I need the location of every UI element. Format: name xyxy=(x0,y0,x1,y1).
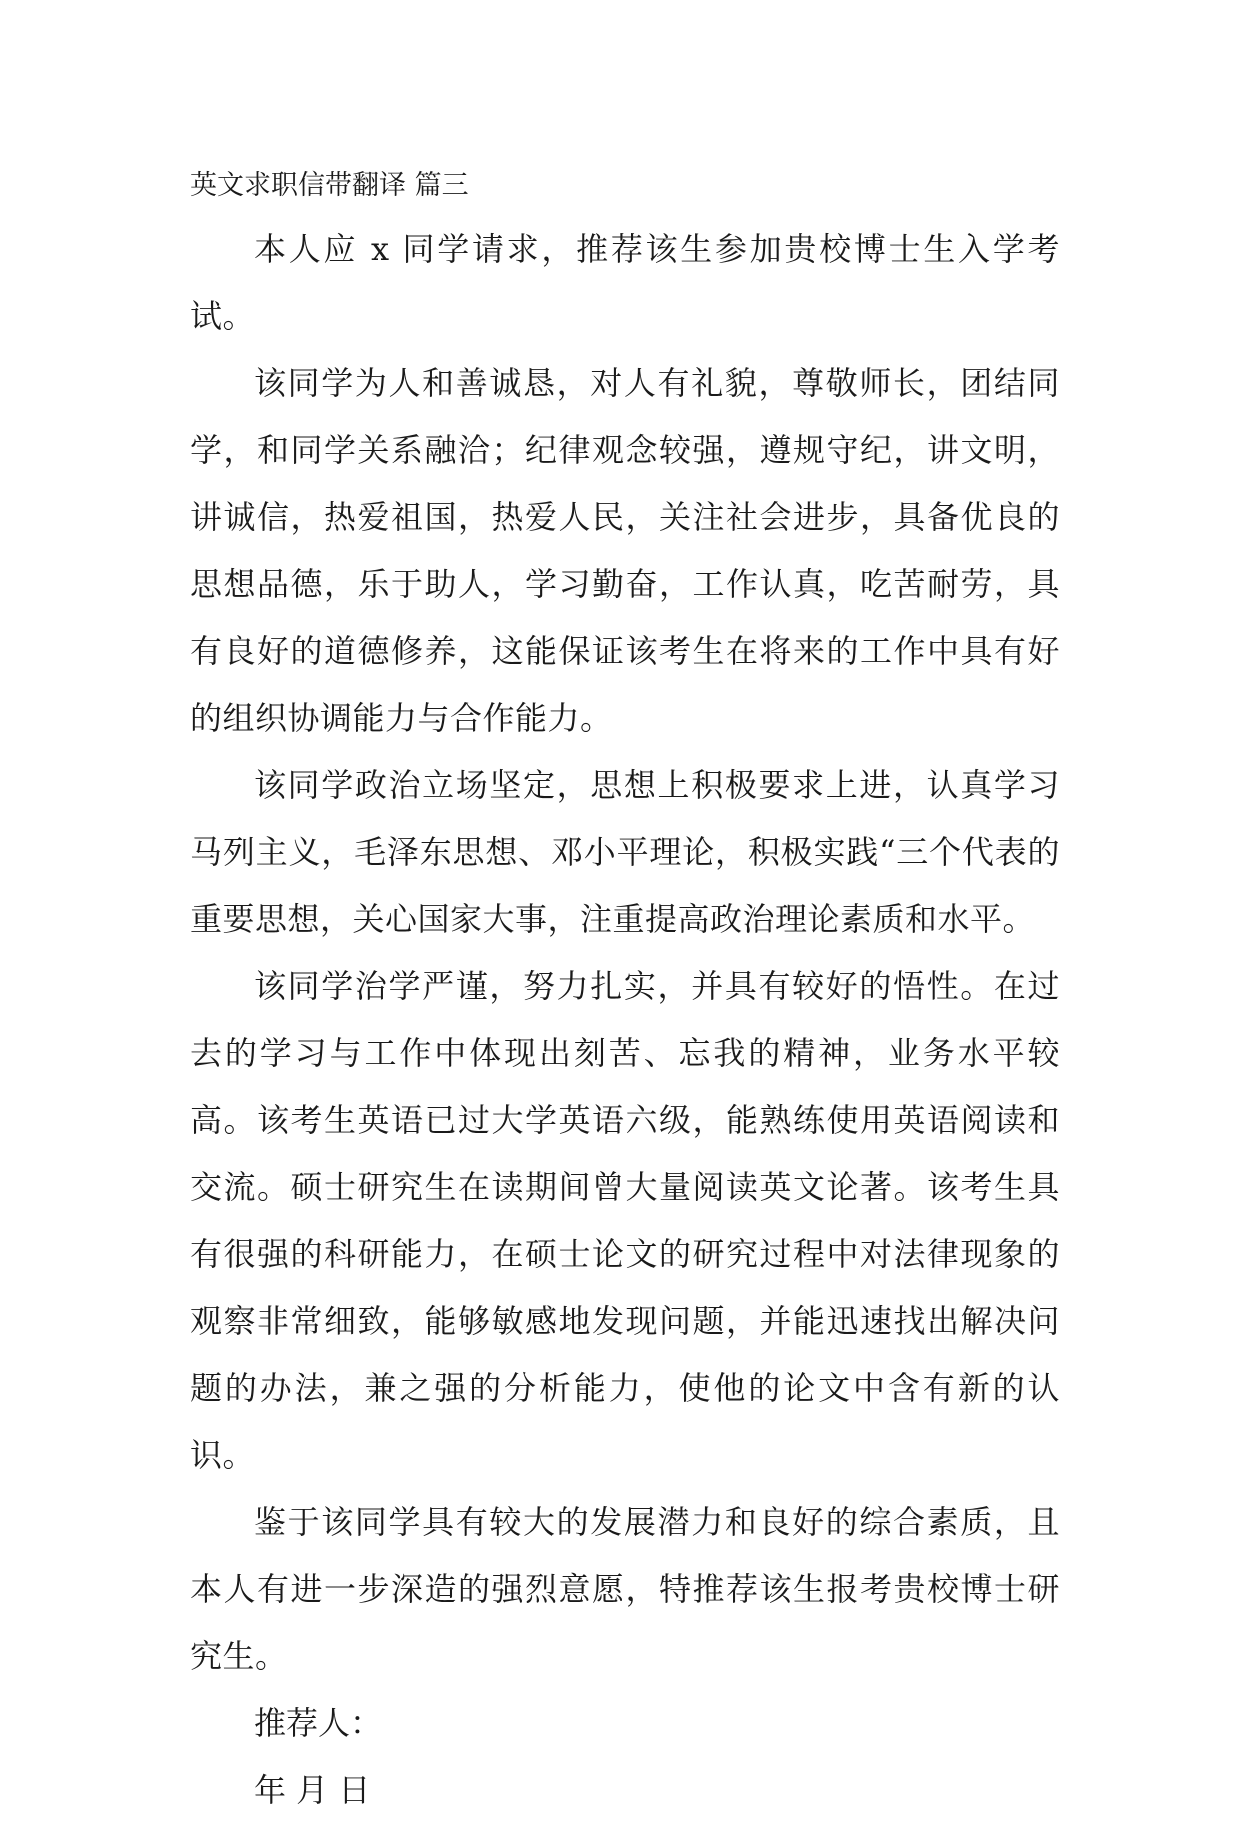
paragraph-academics: 该同学治学严谨，努力扎实，并具有较好的悟性。在过去的学习与工作中体现出刻苦、忘我的精神，业务水平较高。该考生英语已过大学英语六级，能熟练使用英语阅读和交流。硕士研究生在读期间曾大量阅读英文论著。该考生具有很强的科研能力，在硕士论文的研究过程中对法律现象的观察非常细致，能够敏感地发现问题，并能迅速找出解决问题的办法，兼之强的分析能力，使他的论文中含有新的认识。 xyxy=(190,967,1060,1474)
date-line: 年 月 日 xyxy=(254,1771,371,1809)
paragraph-conclusion: 鉴于该同学具有较大的发展潜力和良好的综合素质，且本人有进一步深造的强烈意愿，特推荐该生报考贵校博士研究生。 xyxy=(190,1503,1060,1675)
recommender-label: 推荐人： xyxy=(254,1704,383,1742)
document-title: 英文求职信带翻译 篇三 xyxy=(190,170,469,201)
paragraph-request: 本人应 x 同学请求，推荐该生参加贵校博士生入学考试。 xyxy=(190,230,1060,335)
paragraph-character: 该同学为人和善诚恳，对人有礼貌，尊敬师长，团结同学，和同学关系融洽；纪律观念较强，遵规守纪，讲文明，讲诚信，热爱祖国，热爱人民，关注社会进步，具备优良的思想品德，乐于助人，学习勤奋，工作认真，吃苦耐劳，具有良好的道德修养，这能保证该考生在将来的工作中具有好的组织协调能力与合作能力。 xyxy=(190,364,1060,737)
document-body xyxy=(190,156,1060,1824)
paragraph-politics: 该同学政治立场坚定，思想上积极要求上进，认真学习马列主义，毛泽东思想、邓小平理论，积极实践“三个代表的重要思想，关心国家大事，注重提高政治理论素质和水平。 xyxy=(190,766,1060,938)
